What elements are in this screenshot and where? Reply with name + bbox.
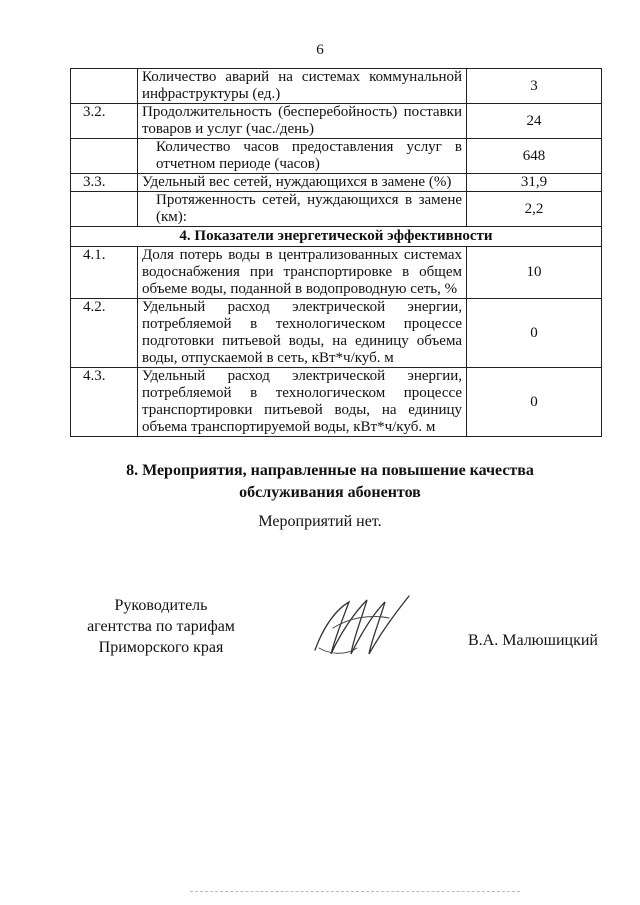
row-number: 4.1.	[71, 247, 138, 299]
row-number	[71, 139, 138, 174]
page-number: 6	[316, 42, 324, 58]
table-row	[71, 192, 602, 227]
indicator-description: Удельный расход электрической энергии, потребляемой в технологическом процессе транспортировки питьевой воды, на единицу объема транспортируемой воды, кВт*ч/куб. м	[138, 368, 467, 437]
row-number: 4.3.	[71, 368, 138, 437]
signer-position-line: Приморского края	[98, 639, 224, 656]
indicator-value: 3	[467, 69, 602, 104]
indicator-value: 10	[467, 247, 602, 299]
indicator-value: 0	[467, 368, 602, 437]
signer-position	[86, 595, 236, 658]
section-note: Мероприятий нет.	[258, 513, 382, 530]
indicators-table	[70, 68, 602, 437]
handwritten-signature	[305, 588, 425, 668]
table-row	[71, 69, 602, 104]
indicator-description: Протяженность сетей, нуждающихся в замене (км):	[138, 192, 467, 227]
row-number	[71, 69, 138, 104]
row-number: 3.2.	[71, 104, 138, 139]
signer-position-line: агентства по тарифам	[87, 618, 235, 635]
page-edge-divider	[190, 891, 520, 892]
indicator-description: Удельный вес сетей, нуждающихся в замене (%)	[138, 174, 467, 192]
section-title: 4. Показатели энергетической эффективности	[71, 227, 602, 247]
signer-name: В.А. Малюшицкий	[468, 632, 598, 649]
table-row	[71, 139, 602, 174]
indicator-description: Доля потерь воды в централизованных системах водоснабжения при транспортировке в общем объеме воды, поданной в водопроводную сеть, %	[138, 247, 467, 299]
indicator-description: Удельный расход электрической энергии, потребляемой в технологическом процессе подготовки питьевой воды, на единицу объема воды, отпускаемой в сеть, кВт*ч/куб. м	[138, 299, 467, 368]
indicator-description: Количество аварий на системах коммунальной инфраструктуры (ед.)	[138, 69, 467, 104]
table-row	[71, 104, 602, 139]
indicator-description: Продолжительность (бесперебойность) поставки товаров и услуг (час./день)	[138, 104, 467, 139]
signer-position-line: Руководитель	[114, 597, 208, 614]
section-row	[71, 227, 602, 247]
row-number: 4.2.	[71, 299, 138, 368]
row-number	[71, 192, 138, 227]
indicator-value: 2,2	[467, 192, 602, 227]
row-number: 3.3.	[71, 174, 138, 192]
indicator-description: Количество часов предоставления услуг в отчетном периоде (часов)	[138, 139, 467, 174]
indicator-value: 0	[467, 299, 602, 368]
indicator-value: 31,9	[467, 174, 602, 192]
table-row	[71, 299, 602, 368]
section-heading: 8. Мероприятия, направленные на повышение качества обслуживания абонентов	[126, 462, 534, 501]
indicator-value: 648	[467, 139, 602, 174]
table-row	[71, 174, 602, 192]
indicator-value: 24	[467, 104, 602, 139]
table-row	[71, 247, 602, 299]
table-row	[71, 368, 602, 437]
